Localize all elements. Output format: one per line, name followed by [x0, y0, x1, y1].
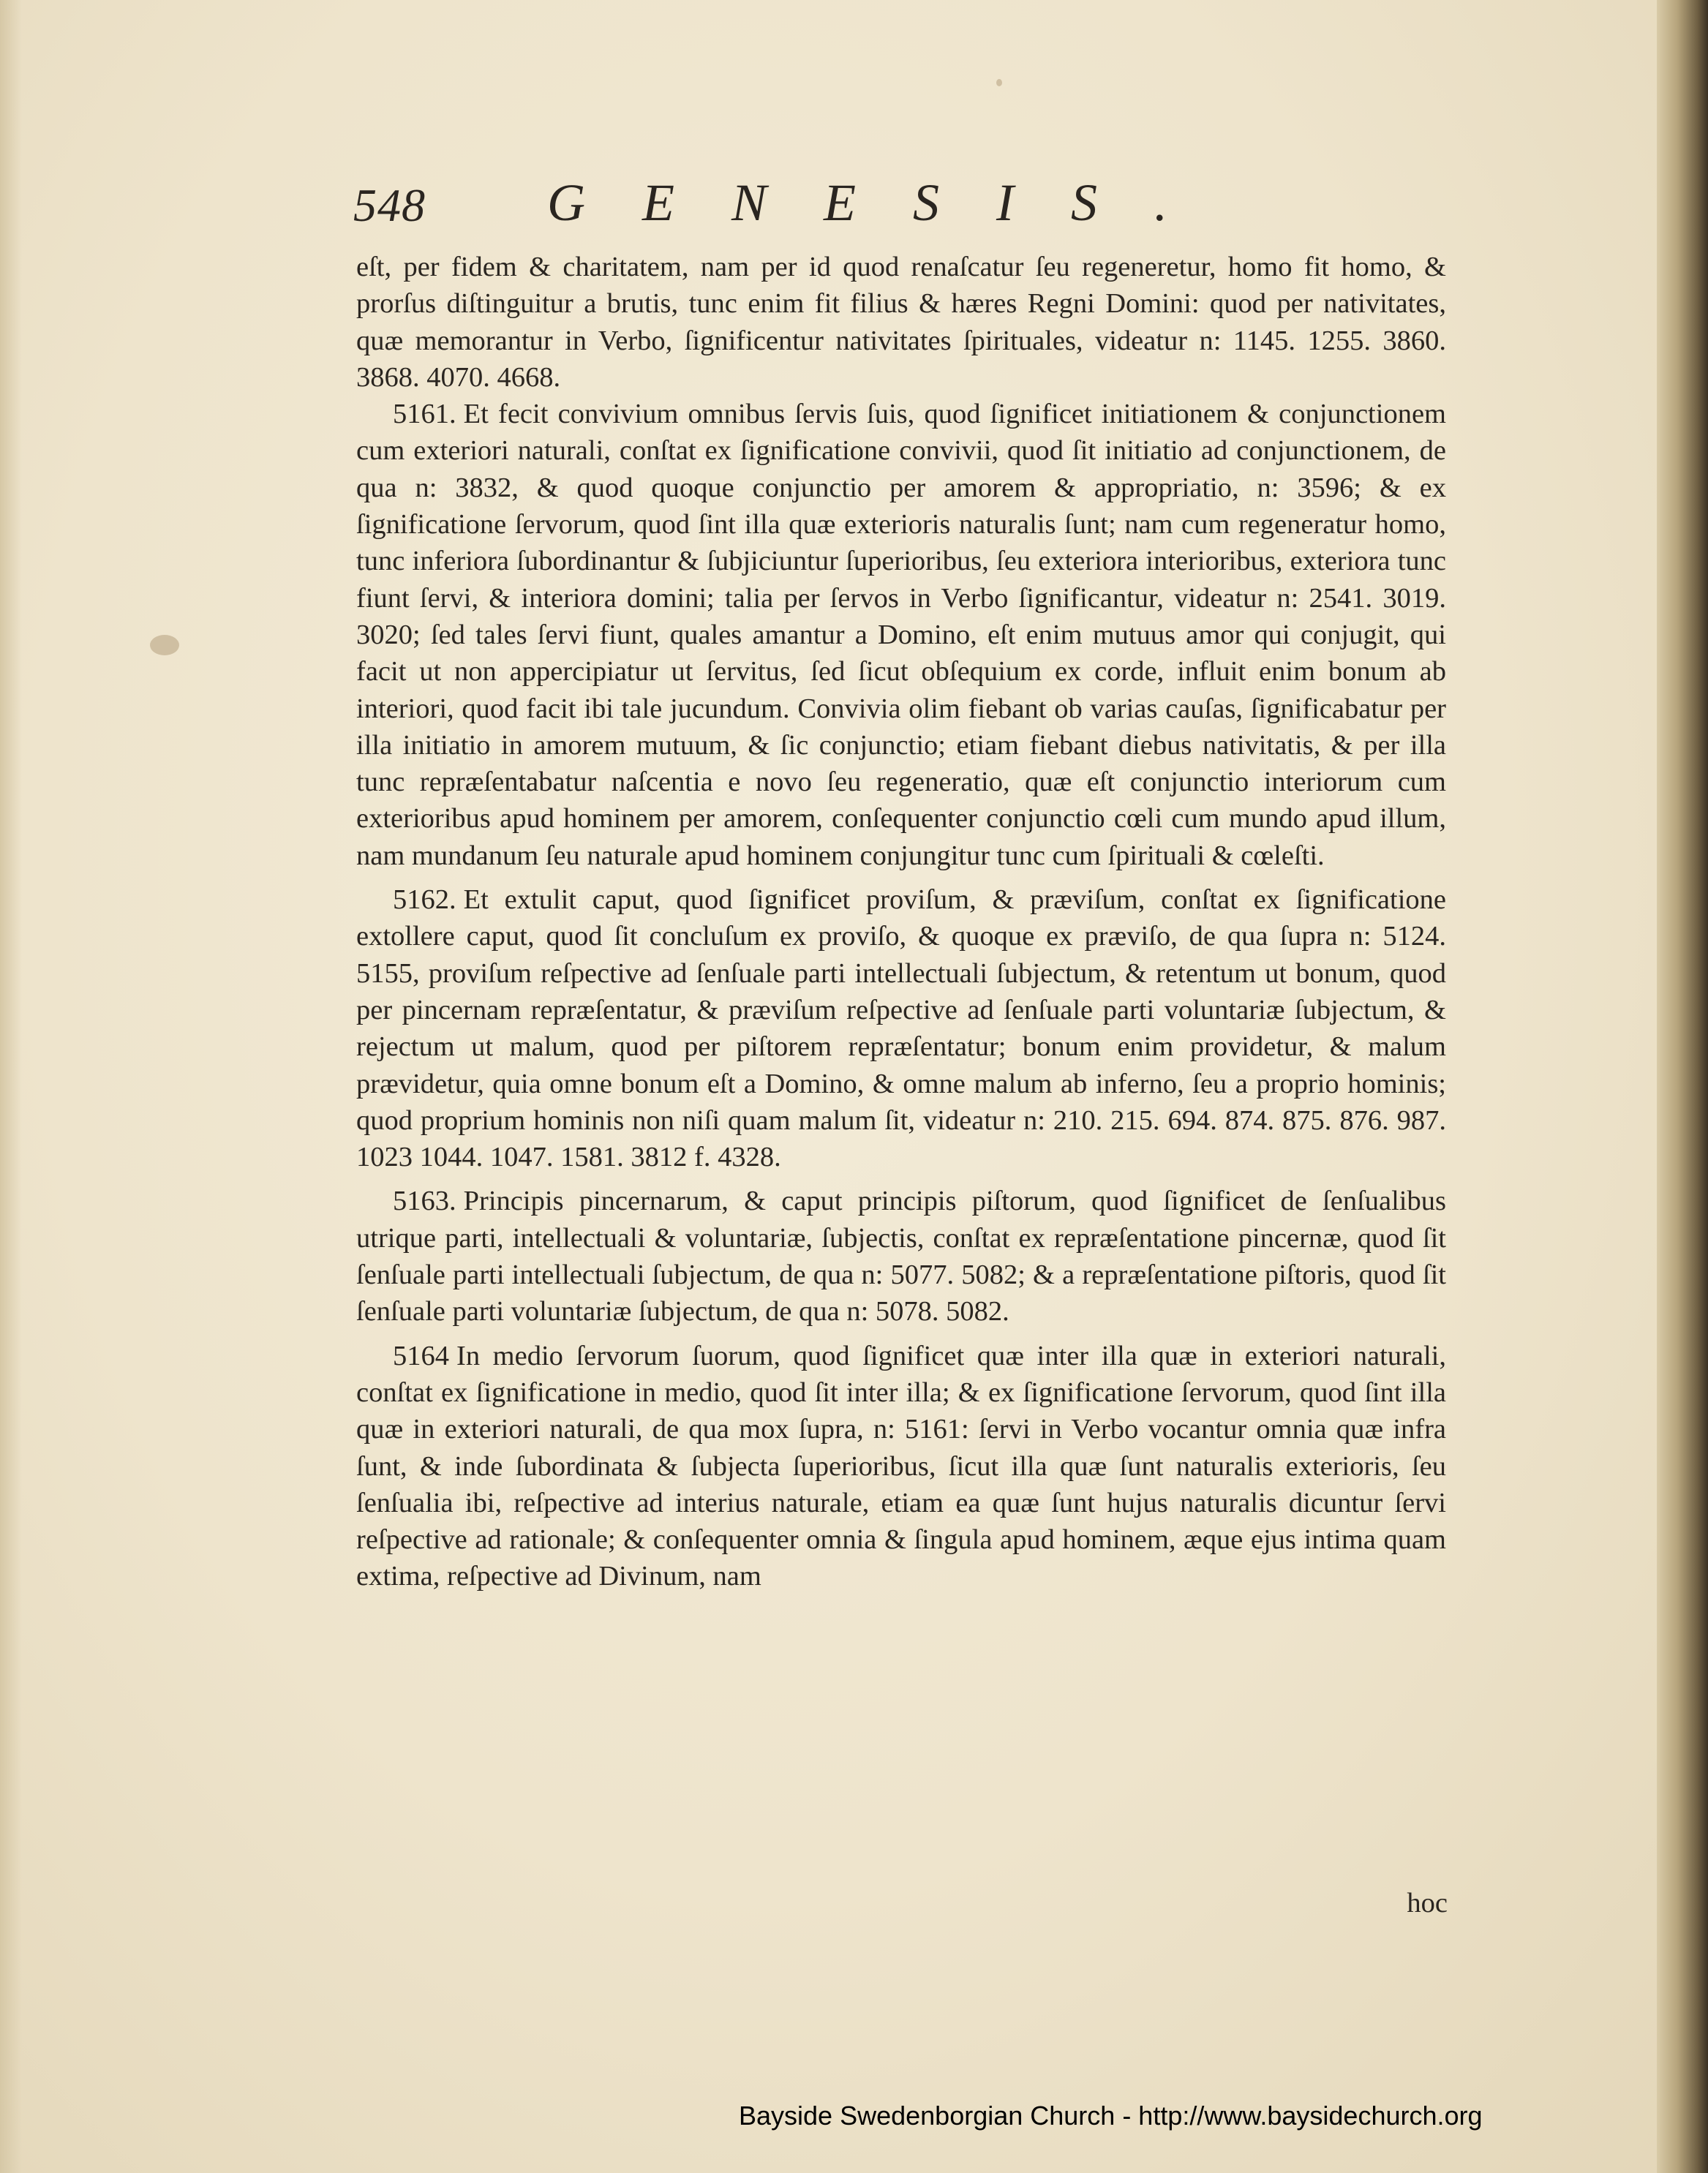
paragraph-text: eſt, per fidem & charitatem, nam per id quod renaſcatur ſeu regeneretur, homo fit homo, & prorſus diſtinguitur a brutis, tunc enim fit filius & hæres Regni Domini: quod per nativitates, quæ memorantur in Verbo, ſignificentur nativitates ſpirituales, videatur n: 1145. 1255. 3860. 3868. 4070. 4668. [356, 252, 1446, 393]
paragraph-5162 [356, 881, 1446, 1175]
stain-mark [996, 79, 1002, 86]
running-title: GENESIS. [547, 173, 1224, 232]
footer-watermark: Bayside Swedenborgian Church - http://www.baysidechurch.org [739, 2101, 1483, 2131]
paragraph-5161 [356, 396, 1446, 874]
catchword: hoc [1407, 1888, 1448, 1918]
paragraph-text: In medio ſervorum ſuorum, quod ſignificet quæ inter illa quæ in exteriori naturali, conſtat ex ſignificatione in medio, quod ſit inter illa; & ex ſignificatione ſervorum, quod ſint illa quæ in exteriori naturali, de qua mox ſupra, n: 5161: ſervi in Verbo vocantur omnia quæ infra ſunt, & inde ſubordinata & ſubjecta ſuperioribus, ſicut illa quæ ſunt naturalis exterioris, ſeu ſenſualia ibi, reſpective ad interius naturale, etiam ea quæ ſunt hujus naturalis dicuntur ſervi reſpective ad rationale; & conſequenter omnia & ſingula apud hominem, æque ejus intima quam extima, reſpective ad Divinum, nam [356, 1340, 1446, 1592]
page-header [353, 173, 1451, 238]
paragraph-number: 5162. [393, 884, 456, 916]
page-left-edge [0, 0, 22, 2173]
paragraph-text: Principis pincernarum, & caput principis piſtorum, quod ſignificet de ſenſualibus utrique parti, intellectuali & voluntariæ, ſubjectis, conſtat ex repræſentatione pincernæ, quod ſit ſenſuale parti intellectuali ſubjectum, de qua n: 5077. 5082; & a repræſentatione piſtoris, quod ſit ſenſuale parti voluntariæ ſubjectum, de qua n: 5078. 5082. [356, 1186, 1446, 1327]
body-text [356, 249, 1446, 1595]
paragraph-number: 5163. [393, 1186, 456, 1217]
paragraph-text: Et extulit caput, quod ſignificet proviſum, & præviſum, conſtat ex ſignificatione extollere caput, quod ſit concluſum ex proviſo, & quoque ex præviſo, de qua ſupra n: 5124. 5155, proviſum reſpective ad ſenſuale parti intellectuali ſubjectum, & retentum ut bonum, quod per pincernam repræſentatur, & præviſum reſpective ad ſenſuale parti voluntariæ ſubjectum, & rejectum ut malum, quod per piſtorem repræſentatur; bonum enim providetur, & malum prævidetur, quia omne bonum eſt a Domino, & omne malum ab inferno, ſeu a proprio hominis; quod proprium hominis non niſi quam malum ſit, videatur n: 210. 215. 694. 874. 875. 876. 987. 1023 1044. 1047. 1581. 3812 f. 4328. [356, 884, 1446, 1173]
paragraph-number: 5161. [393, 399, 456, 430]
page-number: 548 [353, 179, 426, 231]
paragraph-continuation [356, 249, 1446, 396]
stain-mark [150, 635, 179, 655]
paragraph-text: Et fecit convivium omnibus ſervis ſuis, quod ſignificet initiationem & conjunctionem cum exteriori naturali, conſtat ex ſignificatione convivii, quod ſit initiatio ad conjunctionem, de qua n: 3832, & quod quoque conjunctio per amorem & appropriatio, n: 3596; & ex ſignificatione ſervorum, quod ſint illa quæ exterioris naturalis ſunt; nam cum regeneratur homo, tunc inferiora ſubordinantur & ſubjiciuntur ſuperioribus, ſeu exteriora interioribus, exteriora tunc fiunt ſervi, & interiora domini; talia per ſervos in Verbo ſignificantur, videatur n: 2541. 3019. 3020; ſed tales ſervi fiunt, quales amantur a Domino, eſt enim mutuus amor qui conjugit, qui facit ut non appercipiatur ut ſervitus, ſed ſicut obſequium ex corde, influit enim bonum ab interiori, quod facit ibi tale jucundum. Convivia olim fiebant ob varias cauſas, ſignificabatur per illa initiatio in amorem mutuum, & ſic conjunctio; etiam fiebant diebus nativitatis, & per illa tunc repræſentabatur naſcentia e novo ſeu regeneratio, quæ eſt conjunctio interiorum cum exterioribus apud hominem per amorem, conſequenter conjunctio cœli cum mundo apud illum, nam mundanum ſeu naturale apud hominem conjungitur tunc cum ſpirituali & cœleſti. [356, 399, 1446, 871]
page-binding-shadow [1657, 0, 1708, 2173]
paragraph-5163 [356, 1183, 1446, 1330]
paragraph-5164 [356, 1338, 1446, 1595]
paragraph-number: 5164 [393, 1340, 449, 1371]
